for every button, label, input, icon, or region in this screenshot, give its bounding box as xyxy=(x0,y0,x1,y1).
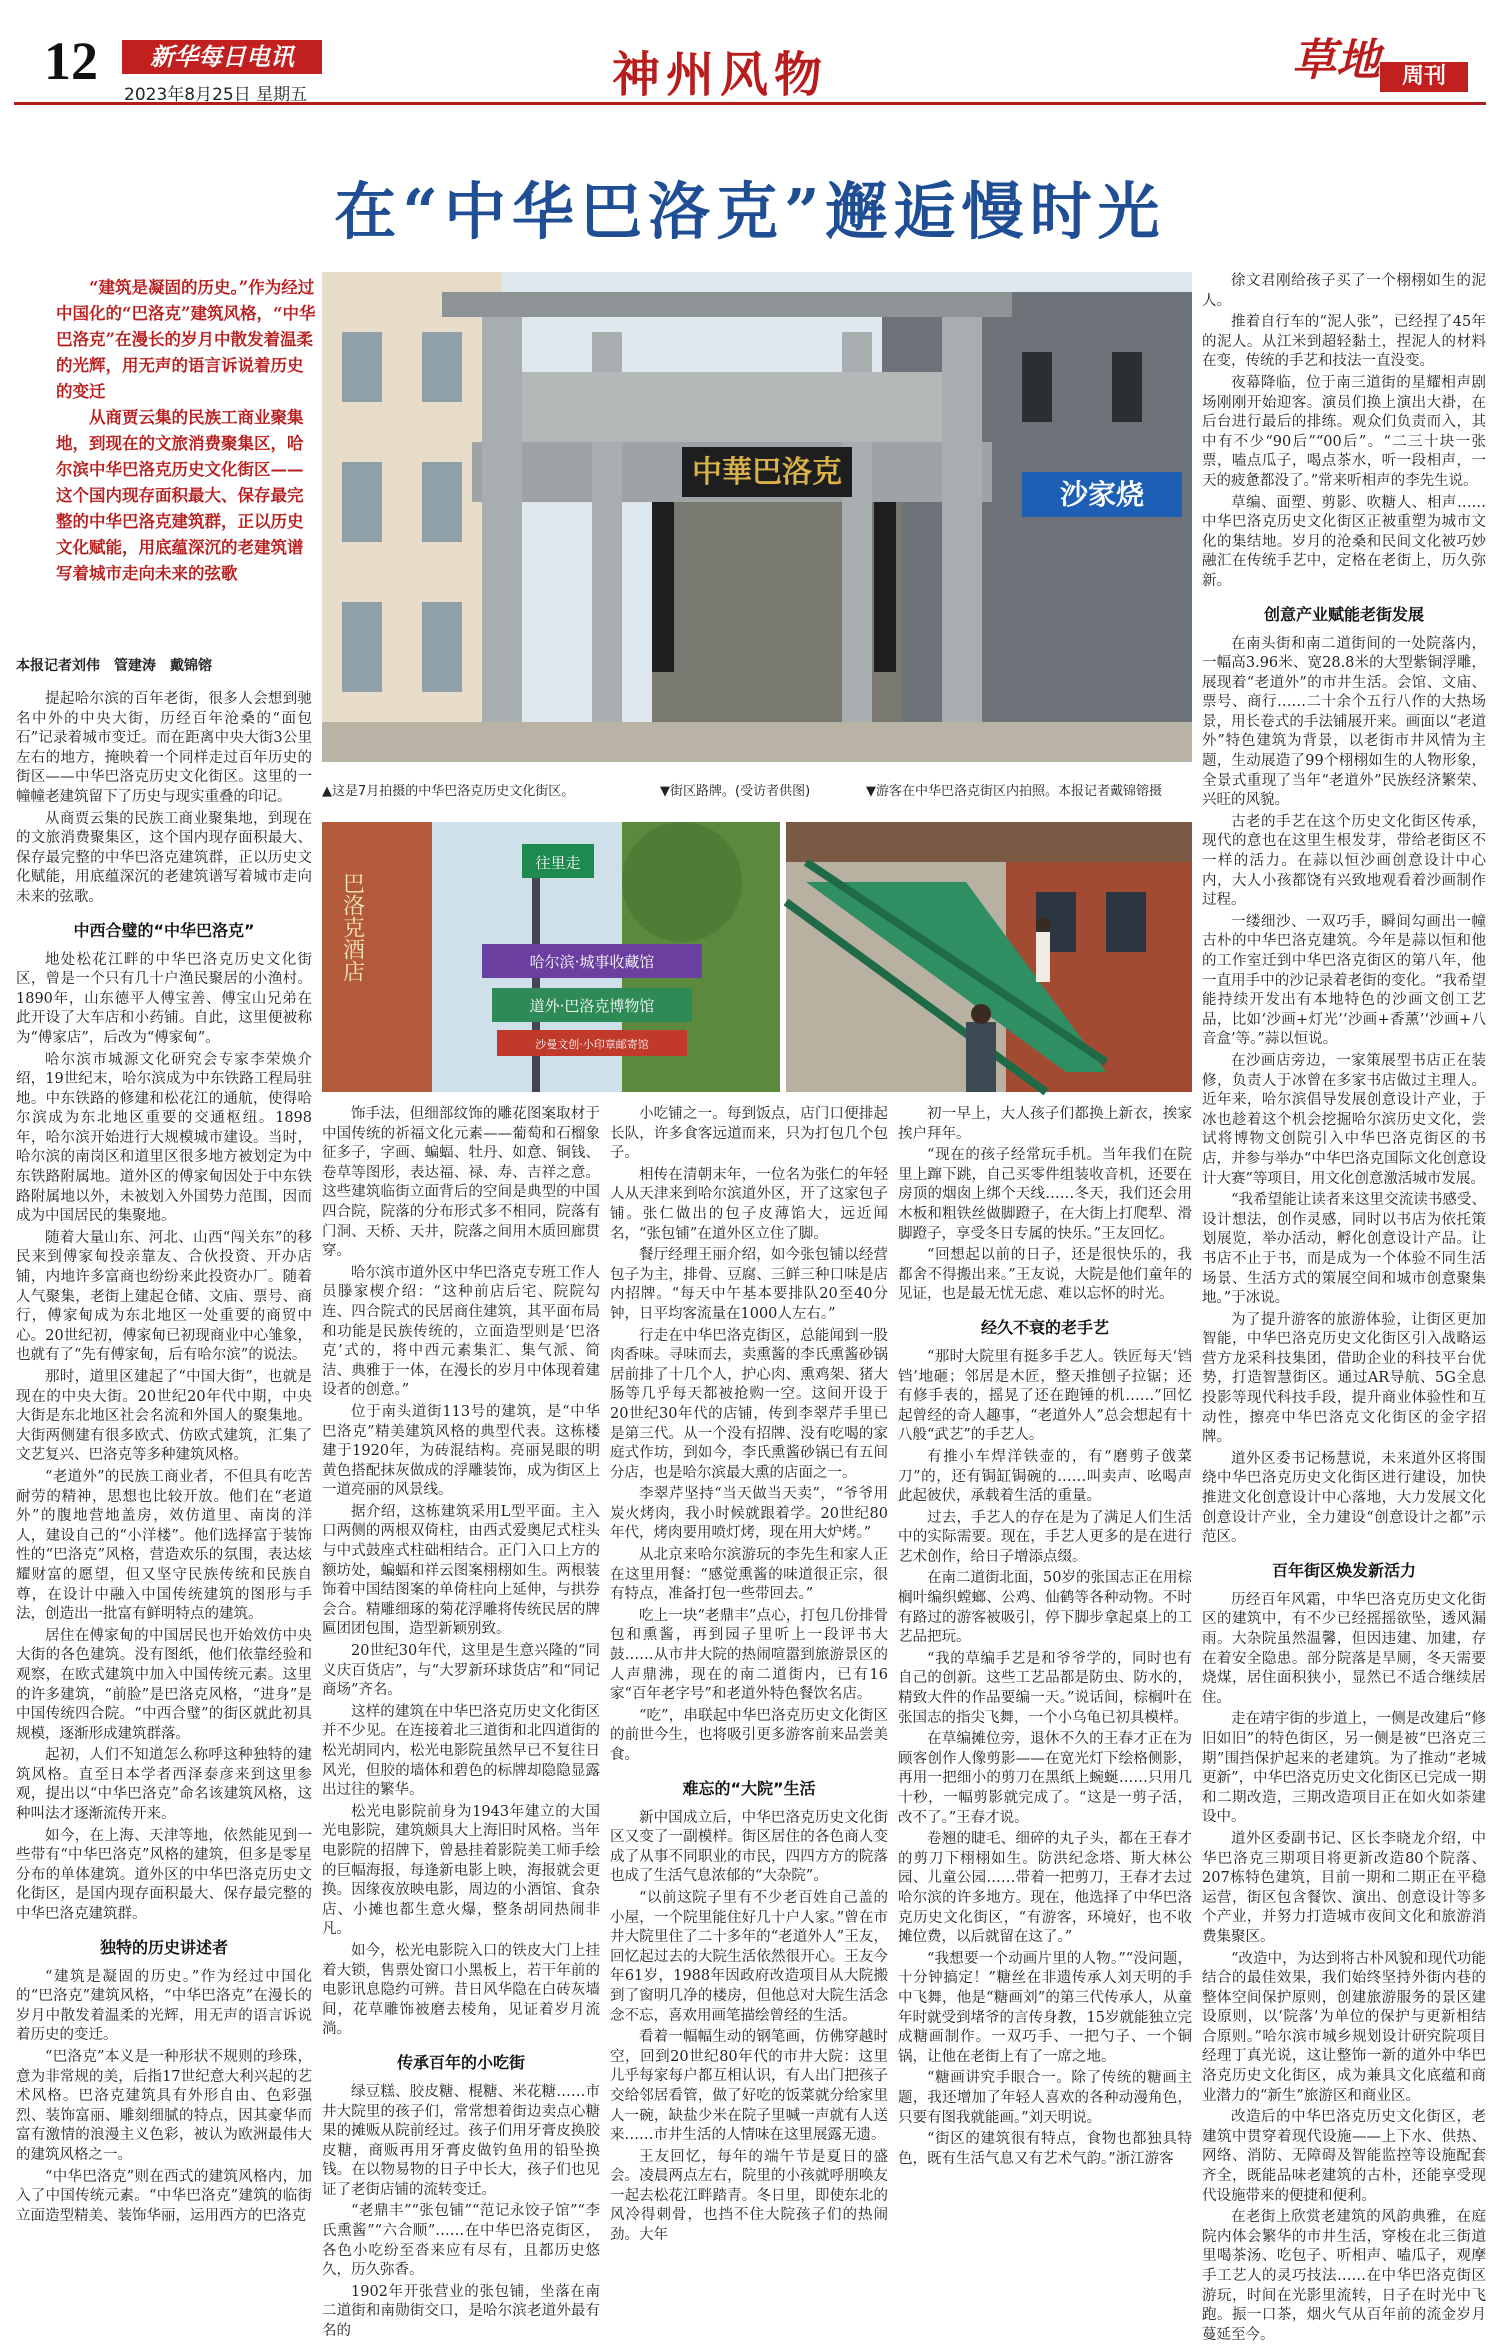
paragraph: 看着一幅幅生动的钢笔画，仿佛穿越时空，回到20世纪80年代的市井大院：这里儿乎每家每户都互相认识，有人出门把孩子交给邻居看管，做了好吃的饭菜就分给家里人一碗，缺盐少米在院子里喊一声就有人送来……市井生活的人情味在这里展露无遗。 xyxy=(610,2029,888,2144)
paragraph: 行走在中华巴洛克街区，总能闻到一股肉香味。寻味而去，卖熏酱的李氏熏酱砂锅居前排了十几个人，护心肉、熏鸡架、猪大肠等几乎每天都被抢购一空。这间开设于20世纪30年代的店铺，传到李翠芹手里已是第三代。从一个没有招牌、没有吃喝的家庭式作坊，到如今，李氏熏酱砂锅已有五间分店，也是哈尔滨最大熏的店面之一。 xyxy=(610,1327,888,1481)
paragraph: 卷翘的睫毛、细碎的丸子头，都在王春才的剪刀下栩栩如生。防洪纪念塔、斯大林公园、儿童公园……带着一把剪刀，王春才去过哈尔滨的许多地方。现在，他选择了中华巴洛克历史文化街区，“有游客，环境好，也不收摊位费，以后就留在这了。” xyxy=(898,1831,1192,1946)
paragraph: 起初，人们不知道怎么称呼这种独特的建筑风格。直至日本学者西泽泰彦来到这里参观，提出以“中华巴洛克”命名该建筑风格，这种叫法才逐渐流传开来。 xyxy=(16,1747,312,1823)
paragraph: 历经百年风霜，中华巴洛克历史文化街区的建筑中，有不少已经摇摇欲坠，透风漏雨。大杂院虽然温馨，但因违建、加建，存在着安全隐患。部分院落是旱厕，冬天需要烧煤，居住面积狭小，显然已不适合继续居住。 xyxy=(1202,1591,1486,1706)
paragraph: 过去，手艺人的存在是为了满足人们生活中的实际需要。现在，手艺人更多的是在进行艺术创作，给日子增添点缀。 xyxy=(898,1509,1192,1565)
article-column-2 xyxy=(322,1105,600,2340)
paragraph: 古老的手艺在这个历史文化街区传承，现代的意也在这里生根发芽，带给老街区不一样的活力。在蒜以恒沙画创意设计中心内，大人小孩都饶有兴致地观看着沙画制作过程。 xyxy=(1202,813,1486,909)
paragraph: 草编、面塑、剪影、吹糖人、相声……中华巴洛克历史文化街区正被重塑为城市文化的集结地。岁月的沧桑和民间文化被巧妙融汇在传统手艺中，定格在老街上，历久弥新。 xyxy=(1202,494,1486,589)
paragraph: 绿豆糕、胶皮糖、棍糖、米花糖……市井大院里的孩子们，常常想着街边卖点心糖果的摊贩从院前经过。孩子们用牙膏皮换胶皮糖，商贩再用牙膏皮做钓鱼用的铅坠换钱。在以物易物的日子中长大，孩子们也见证了老街店铺的流转变迁。 xyxy=(322,2083,600,2198)
subheading: 独特的历史讲述者 xyxy=(99,1937,228,1957)
paragraph: “建筑是凝固的历史。”作为经过中国化的“巴洛克”建筑风格，“中华巴洛克”在漫长的岁月中散发着温柔的光辉，用无声的语言诉说着历史的变迁。 xyxy=(16,1968,312,2044)
paragraph: 在老街上欣赏老建筑的风韵典雅，在庭院内体会繁华的市井生活，穿梭在北三街道里喝茶汤、吃包子、听相声、嗑瓜子，观摩手工艺人的灵巧技法……在中华巴洛克街区游玩，时间在光影里流转，日子在时光中飞跑。振一口茶，烟火气从百年前的流金岁月蔓延至今。 xyxy=(1202,2209,1486,2343)
paragraph: 吃上一块“老鼎丰”点心，打包几份排骨包和熏酱，再到园子里听上一段评书大鼓……从市井大院的热闹喧嚣到旅游景区的人声鼎沸，现在的南二道街内，已有16家“百年老字号”和老道外特色餐饮名店。 xyxy=(610,1607,888,1703)
paragraph: 改造后的中华巴洛克历史文化街区，老建筑中贯穿着现代设施——上下水、供热、网络、消防、无障碍及智能监控等设施配套齐全，既能品味老建筑的古朴，还能享受现代设施带来的便捷和便利。 xyxy=(1202,2109,1486,2204)
article-column-3 xyxy=(610,1105,888,2244)
headline: 在“中华巴洛克”邂逅慢时光 xyxy=(334,175,1166,248)
paragraph: 哈尔滨市道外区中华巴洛克专班工作人员滕家楔介绍：“这种前店后宅、院院勾连、四合院式的民居商住建筑，其平面布局和功能是民族传统的，立面造型则是‘巴洛克’式的，将中西元素集汇、集气派、简洁、典雅于一体，在漫长的岁月中体现着建设者的创意。” xyxy=(322,1264,600,1399)
paragraph: 位于南头道街113号的建筑，是“中华巴洛克”精美建筑风格的典型代表。这栋楼建于1920年，为砖混结构。亮丽晃眼的明黄色搭配抹灰做成的浮雕装饰，成为街区上一道亮丽的风景线。 xyxy=(322,1403,600,1499)
paragraph: 在草编摊位旁，退休不久的王春才正在为顾客创作人像剪影——在宽光灯下绘格侧影，再用一把细小的剪刀在黑纸上蜿蜒……只用几十秒，一幅剪影就完成了。“这是一剪子活，改不了。”王春才说。 xyxy=(898,1731,1192,1826)
paragraph: 据介绍，这栋建筑采用L型平面。主入口两侧的两根双倚柱，由西式爱奥尼式柱头与中式鼓座式柱础相结合。正门入口上方的额坊处，蝙蝠和祥云图案栩栩如生。两根装饰着中国结图案的单倚柱向上延伸，与拱券会合。精雕细琢的菊花浮雕将传统民居的牌匾团团包围，造型新颖别致。 xyxy=(322,1503,600,1638)
paragraph: 餐厅经理王丽介绍，如今张包铺以经营包子为主，排骨、豆腐、三鲜三种口味是店内招牌。“每天中午基本要排队20至40分钟，日平均客流量在1000人左右。” xyxy=(610,1247,888,1322)
shop-sign: 沙家烧 xyxy=(1059,478,1145,511)
paragraph: 道外区委书记杨慧说，未来道外区将围绕中华巴洛克历史文化街区进行建设，加快推进文化创意设计中心落地，大力发展文化创意设计产业，全力建设“创意设计之都”示范区。 xyxy=(1202,1450,1486,1546)
paragraph: “中华巴洛克”则在西式的建筑风格内，加入了中国传统元素。“中华巴洛克”建筑的临街立面造型精美、装饰华丽，运用西方的巴洛克 xyxy=(16,2168,312,2224)
paragraph: “现在的孩子经常玩手机。当年我们在院里上蹿下跳，自己买零件组装收音机，还要在房顶的烟囱上绑个天线……冬天，我们还会用木板和粗铁丝做脚蹬子，在大街上打爬犁、滑脚蹬子，享受冬日专属的快乐。”王友回忆。 xyxy=(898,1147,1192,1242)
article-column-1 xyxy=(16,690,312,2224)
lead-para: “建筑是凝固的历史。”作为经过中国化的“巴洛克”建筑风格，“中华巴洛克”在漫长的岁月中散发着温柔的光辉，用无声的语言诉说着历史的变迁 xyxy=(56,278,316,401)
sign-stamp-hall: 沙曼文创·小印章邮寄馆 xyxy=(535,1038,649,1051)
paragraph: 哈尔滨市城源文化研究会专家李荣焕介绍，19世纪末，哈尔滨成为中东铁路工程局驻地。中东铁路的修建和松花江的通航，使得哈尔滨成为东北地区重要的交通枢纽。1898年，哈尔滨开始进行大规模城市建设。当时，哈尔滨的南岗区和道里区很多地方被划定为中东铁路附属地。道外区的傅家甸因处于中东铁路附属地以外，未被划入外国势力范围，因而成为中国居民的集聚地。 xyxy=(16,1051,312,1225)
publication-date: 2023年8月25日 星期五 xyxy=(124,85,308,105)
paragraph: “那时大院里有挺多手艺人。铁匠每天‘铛铛’地砸；邻居是木匠，整天推刨子拉锯；还有修手表的，摇晃了还在跑锤的机……”回忆起曾经的奇人趣事，“老道外人”总会想起有十八般“武艺”的手艺人。 xyxy=(898,1348,1192,1444)
paragraph: “吃”，串联起中华巴洛克历史文化街区的前世今生，也将吸引更多游客前来品尝美食。 xyxy=(610,1707,888,1763)
paragraph: 从北京来哈尔滨游玩的李先生和家人正在这里用餐：“感觉熏酱的味道很正宗，很有特点，准备打包一些带回去。” xyxy=(610,1547,888,1603)
paragraph: 随着大量山东、河北、山西“闯关东”的移民来到傅家甸投亲靠友、合伙投资、开办店铺，内地许多富商也纷纷来此投资办厂。随着人气聚集，老街上建起仓储、文庙、票号、商行，傅家甸成为东北地区一处重要的商贸中心。20世纪初，傅家甸已初现商业中心雏象，也就有了“先有傅家甸，后有哈尔滨”的说法。 xyxy=(16,1229,312,1364)
paragraph: 松光电影院前身为1943年建立的大国光电影院，建筑颇具大上海旧时风格。当年电影院的招牌下，曾悬挂着影院美工师手绘的巨幅海报，每逢新电影上映，海报就会更换。因缘夜放映电影，周边的小酒馆、食杂店、小摊也都生意火爆，整条胡同热闹非凡。 xyxy=(322,1803,600,1938)
lead-para: 从商贾云集的民族工商业聚集地，到现在的文旅消费聚集区，哈尔滨中华巴洛克历史文化街区——这个国内现存面积最大、保存最完整的中华巴洛克建筑群，正以历史文化赋能，用底蕴深沉的老建筑谱写着城市走向未来的弦歌 xyxy=(56,408,304,583)
photo-street-signs xyxy=(322,822,780,1092)
paragraph: 这样的建筑在中华巴洛克历史文化街区并不少见。在连接着北三道街和北四道街的松光胡同内，松光电影院虽然早已不复往日风光，但胶的墙体和碧色的标牌却隐隐显露出过往的繁华。 xyxy=(322,1703,600,1799)
paragraph: 在沙画店旁边，一家策展型书店正在装修，负责人于冰曾在多家书店做过主理人。近年来，哈尔滨倡导发展创意设计产业，于冰也趁着这个机会挖掘哈尔滨历史文化，尝试将博物文创院引入中华巴洛克街区的书店，并参与举办“中华巴洛克国际文化创意设计大赛”等项目，用文化创意激活城市发展。 xyxy=(1202,1052,1486,1187)
article-column-5 xyxy=(1202,272,1486,2343)
paragraph: “回想起以前的日子，还是很快乐的，我都舍不得搬出来。”王友说，大院是他们童年的见证，也是最无忧无虑、难以忘怀的时光。 xyxy=(898,1247,1192,1303)
paragraph: 地处松花江畔的中华巴洛克历史文化街区，曾是一个只有几十户渔民聚居的小渔村。1890年，山东德平人傅宝善、傅宝山兄弟在此开设了大车店和小药铺。自此，这里便被称为“傅家店”，后改为“傅家甸”。 xyxy=(16,951,312,1046)
paragraph: 如今，在上海、天津等地，依然能见到一些带有“中华巴洛克”风格的建筑，但多是零星分布的单体建筑。道外区的中华巴洛克历史文化街区，是国内现存面积最大、保存最完整的中华巴洛克建筑群。 xyxy=(16,1827,312,1923)
subheading: 百年街区焕发新活力 xyxy=(1271,1560,1416,1580)
paragraph: 如今，松光电影院入口的铁皮大门上挂着大锁，售票处窗口小黑板上，若干年前的电影讯息隐约可辨。昔日风华隐在白砖灰墙间，花草雕饰被磨去棱角，见证着岁月流淌。 xyxy=(322,1942,600,2038)
paragraph: “以前这院子里有不少老百姓自己盖的小屋，一个院里能住好几十户人家。”曾在市井大院里住了二十多年的“老道外人”王友，回忆起过去的大院生活依然很开心。王友今年61岁，1988年因政府改造项目从大院搬到了窗明几净的楼房，但他总对大院生活念念不忘，喜欢用画笔描绘曾经的生活。 xyxy=(610,1889,888,2024)
article-column-4 xyxy=(898,1105,1192,2167)
weekly-title: 草地 xyxy=(1292,35,1380,86)
paragraph: “我的草编手艺是和爷爷学的，同时也有自己的创新。这些工艺品都是防虫、防水的，精致大件的作品要编一天。”说话间，棕榈叶在张国志的指尖飞舞，一个小乌龟已初具模样。 xyxy=(898,1650,1192,1726)
photo-visitors-stairs xyxy=(786,822,1192,1092)
lead-summary xyxy=(56,275,318,587)
paragraph: “老鼎丰”“张包铺”“范记永饺子馆”“李氏熏酱”“六合顺”……在中华巴洛克街区，各色小吃纷至沓来应有尽有，且都历史悠久，历久弥香。 xyxy=(322,2203,600,2279)
paragraph: 走在靖宇街的步道上，一侧是改建后“修旧如旧”的特色街区，另一侧是被“巴洛克三期”围挡保护起来的老建筑。为了推动“老城更新”，中华巴洛克历史文化街区已完成一期和二期改造，三期改造项目正在如火如荼建设中。 xyxy=(1202,1711,1486,1826)
paragraph: 初一早上，大人孩子们都换上新衣，挨家挨户拜年。 xyxy=(898,1106,1192,1142)
hotel-sign: 巴洛克酒店 xyxy=(339,872,365,982)
subheading: 中西合璧的“中华巴洛克” xyxy=(73,920,255,940)
paragraph: 道外区委副书记、区长李晓龙介绍，中华巴洛克三期项目将更新改造80个院落、207栋特色建筑，目前一期和二期正在平稳运营，街区包含餐饮、演出、创意设计等多个产业，并努力打造城市夜间文化和旅游消费集聚区。 xyxy=(1202,1830,1486,1945)
paragraph: 那时，道里区建起了“中国大街”，也就是现在的中央大街。20世纪20年代中期，中央大街是东北地区社会名流和外国人的聚集地。大街两侧建有很多欧式、仿欧式建筑，汇集了文艺复兴、巴洛克等多种建筑风格。 xyxy=(16,1369,312,1464)
paragraph: “老道外”的民族工商业者，不但具有吃苦耐劳的精神，思想也比较开放。他们在“老道外”的腹地营地盖房，效仿道里、南岗的洋人，建设自己的“小洋楼”。他们选择富于装饰性的“巴洛克”风格，营造欢乐的氛围，表达炫耀财富的愿望，但又坚守民族传统和民族自尊，在设计中融入中国传统建筑的图形与手法，创造出一批富有鲜明特点的建筑。 xyxy=(16,1468,312,1623)
paragraph: 居住在傅家甸的中国居民也开始效仿中央大街的各色建筑。没有图纸，他们依靠经验和观察，在欧式建筑中加入中国传统元素。这里的许多建筑，“前脸”是巴洛克风格，“进身”是中国传统四合院。“中西合璧”的街区就此初具规模，逐渐形成建筑群落。 xyxy=(16,1627,312,1742)
caption-visitors: ▼游客在中华巴洛克街区内拍照。本报记者戴锦镕摄 xyxy=(866,784,1162,799)
subheading: 传承百年的小吃街 xyxy=(396,2052,525,2072)
paragraph: 1902年开张营业的张包铺，坐落在南二道街和南勋街交口，是哈尔滨老道外最有名的 xyxy=(322,2283,600,2340)
paragraph: “巴洛克”本义是一种形状不规则的珍珠，意为非常规的美，后指17世纪意大利兴起的艺术风格。巴洛克建筑具有外形自由、色彩强烈、装饰富丽、雕刻细腻的特点，因其豪华而富有激情的浪漫主义色彩，被认为欧洲最伟大的建筑风格之一。 xyxy=(16,2049,312,2163)
gate-sign: 中華巴洛克 xyxy=(692,455,842,490)
caption-gate: ▲这是7月拍摄的中华巴洛克历史文化街区。 xyxy=(322,784,575,799)
caption-signs: ▼街区路牌。(受访者供图) xyxy=(660,784,811,799)
weekly-label: 周刊 xyxy=(1380,62,1468,92)
paragraph: 小吃铺之一。每到饭点，店门口便排起长队，许多食客远道而来，只为打包几个包子。 xyxy=(610,1106,888,1162)
paragraph: 一缕细沙、一双巧手，瞬间勾画出一幢古朴的中华巴洛克建筑。今年是蒜以恒和他的工作室迁到中华巴洛克街区的第八年，他一直用手中的沙记录着老街的变化。“我希望能持续开发出有本地特色的沙画文创工艺品，比如‘沙画+灯光’‘沙画+香薰’‘沙画+八音盒’等。”蒜以恒说。 xyxy=(1202,913,1486,1048)
paragraph: 相传在清朝末年，一位名为张仁的年轻人从天津来到哈尔滨道外区，开了这家包子铺。张仁做出的包子皮薄馅大，远近闻名，“张包铺”在道外区立住了脚。 xyxy=(610,1166,888,1242)
paragraph: 有推小车焊洋铁壶的，有“磨剪子戗菜刀”的，还有锔缸锔碗的……叫卖声、吆喝声此起彼伏，承载着生活的重量。 xyxy=(898,1448,1192,1505)
photo-gate xyxy=(322,272,1192,762)
sign-museum: 道外·巴洛克博物馆 xyxy=(529,997,655,1015)
paragraph: 饰手法，但细部纹饰的雕花图案取材于中国传统的祈福文化元素——葡萄和石榴象征多子，字画、蝙蝠、牡丹、如意、铜钱、卷草等图形，表达福、禄、寿、吉祥之意。这些建筑临街立面背后的空间是典型的中国四合院，院落的分布形式多不相同，院落有门洞、天桥、天井，院落之间用木质回廊贯穿。 xyxy=(322,1106,600,1260)
page-number: 12 xyxy=(44,31,98,91)
paragraph: 王友回忆，每年的端午节是夏日的盛会。凌晨两点左右，院里的小孩就呼朋唤友一起去松花江畔踏青。冬日里，即使东北的风冷得刺骨，也挡不住大院孩子们的热闹劲。大年 xyxy=(610,2148,888,2244)
paragraph: 徐文君刚给孩子买了一个栩栩如生的泥人。 xyxy=(1202,273,1486,309)
subheading: 难忘的“大院”生活 xyxy=(682,1778,816,1798)
paragraph: “我想要一个动画片里的人物。”“没问题，十分钟搞定！”糖丝在非遗传承人刘天明的手中飞舞，他是“糖画刘”的第三代传承人，从童年时就受到堵爷的言传身教，15岁就能独立完成糖画制作。一双巧手、一把勺子、一个铜锅，让他在老街上有了一席之地。 xyxy=(898,1950,1192,2065)
paragraph: 推着自行车的“泥人张”，已经捏了45年的泥人。从江米到超轻黏土，捏泥人的材料在变，传统的手艺和技法一直没变。 xyxy=(1202,314,1486,370)
paragraph: 从商贾云集的民族工商业聚集地，到现在的文旅消费聚集区，这个国内现存面积最大、保存最完整的中华巴洛克建筑群，正以历史文化赋能，用底蕴深沉的老建筑谱写着城市走向未来的弦歌。 xyxy=(16,810,312,905)
paragraph: “街区的建筑很有特点，食物也都独具特色，既有生活气息又有艺术气韵。”浙江游客 xyxy=(898,2131,1192,2167)
paragraph: 20世纪30年代，这里是生意兴隆的“同义庆百货店”，与“大罗新环球货店”和“同记商场”齐名。 xyxy=(322,1643,600,1699)
byline: 本报记者刘伟 管建涛 戴锦镕 xyxy=(16,658,212,674)
paragraph: 新中国成立后，中华巴洛克历史文化街区又变了一副模样。街区居住的各色商人变成了从事不同职业的市民，四四方方的院落也成了生活气息浓郁的“大杂院”。 xyxy=(610,1809,888,1885)
paragraph: “改造中，为达到将古朴风貌和现代功能结合的最佳效果，我们始终坚持外街内巷的整体空间保护原则，创建旅游服务的景区建设原则，以‘院落’为单位的保护与更新相结合原则。”哈尔滨市城乡规划设计研究院项目经理丁真光说，这让整饰一新的道外中华巴洛克历史文化街区，成为兼具文化底蕴和商业潜力的“新生”旅游区和商业区。 xyxy=(1202,1950,1486,2104)
paragraph: 提起哈尔滨的百年老街，很多人会想到驰名中外的中央大街，历经百年沧桑的“面包石”记录着城市变迁。而在距离中央大街3公里左右的地方，掩映着一个同样走过百年历史的街区——中华巴洛克历史文化街区。这里的一幢幢老建筑留下了历史与现实重叠的印记。 xyxy=(16,691,312,805)
paragraph: “我希望能让读者来这里交流读书感受、设计想法，创作灵感，同时以书店为依托策划展览，举办活动，孵化创意设计产品。让书店不止于书，而是成为一个体验不同生活场景、生活方式的策展空间和城市创意聚集地。”于冰说。 xyxy=(1202,1192,1486,1307)
publication-name: 新华每日电讯 xyxy=(122,40,322,74)
sign-collection-hall: 哈尔滨·城事收藏馆 xyxy=(529,953,655,971)
paragraph: 在南头街和南二道街间的一处院落内，一幅高3.96米、宽28.8米的大型紫铜浮雕，展现着“老道外”的市井生活。会馆、文庙、票号、商行……二十余个五行八作的大热场景，用长卷式的手法铺展开来。画面以“老道外”特色建筑为背景，以老街市井风情为主题，生动展造了99个栩栩如生的人物形象，全景式重现了当年“老道外”民族经济繁荣、兴旺的风貌。 xyxy=(1202,635,1486,809)
paragraph: 夜幕降临，位于南三道街的星耀相声剧场刚刚开始迎客。演员们换上演出大褂，在后台进行最后的排练。观众们负责而入，其中有不少“90后”“00后”。“二三十块一张票，嗑点瓜子，喝点茶水，听一段相声，一天的疲惫都没了。”常来听相声的李先生说。 xyxy=(1202,374,1486,489)
paragraph: 为了提升游客的旅游体验，让街区更加智能，中华巴洛克历史文化街区引入战略运营方龙采科技集团，借助企业的科技平台优势，打造智慧街区。通过AR导航、5G全息投影等现代科技手段，提升商业体验性和互动性，擦亮中华巴洛克文化街区的金字招牌。 xyxy=(1202,1311,1486,1446)
paragraph: 在南二道街北面，50岁的张国志正在用棕榈叶编织螳螂、公鸡、仙鹤等各种动物。不时有路过的游客被吸引，停下脚步拿起桌上的工艺品把玩。 xyxy=(898,1570,1192,1646)
sign-go-in: 往里走 xyxy=(535,854,581,872)
paragraph: “糖画讲究手眼合一。除了传统的糖画主题，我还增加了年轻人喜欢的各种动漫角色，只要有图我就能画。”刘天明说。 xyxy=(898,2070,1192,2126)
subheading: 经久不衰的老手艺 xyxy=(980,1317,1109,1337)
subheading: 创意产业赋能老街发展 xyxy=(1263,604,1424,624)
section-title: 神州风物 xyxy=(612,47,829,103)
paragraph: 李翠芹坚持“当天做当天卖”，“爷爷用炭火烤肉，我小时候就跟着学。20世纪80年代，烤肉要用喷灯烤，现在用大炉烤。” xyxy=(610,1486,888,1542)
